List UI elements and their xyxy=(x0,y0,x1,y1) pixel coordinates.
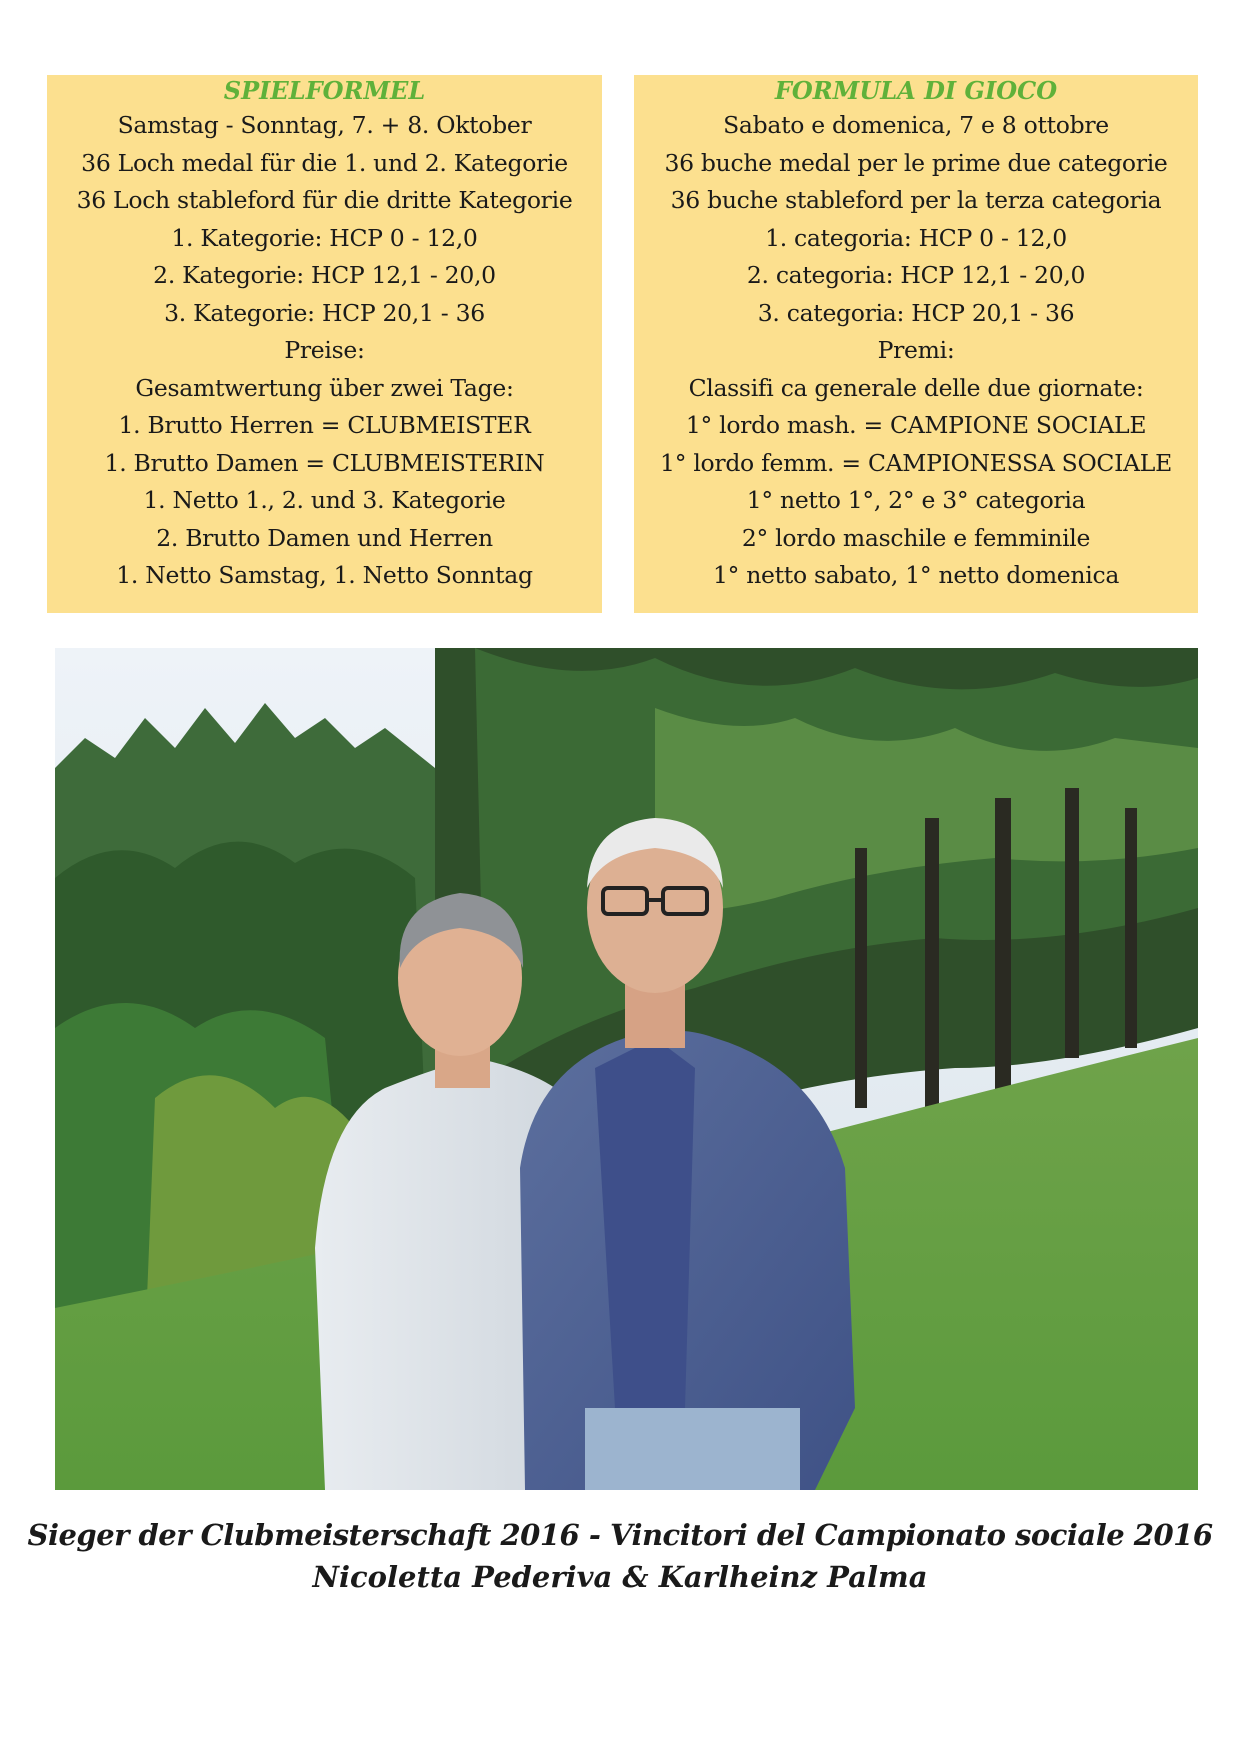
german-line: 2. Brutto Damen und Herren xyxy=(156,523,493,552)
italian-line: 1° lordo femm. = CAMPIONESSA SOCIALE xyxy=(660,448,1172,477)
german-line: 1. Netto Samstag, 1. Netto Sonntag xyxy=(116,561,533,589)
german-info-box xyxy=(47,75,602,613)
german-line: 36 Loch medal für die 1. und 2. Kategorie xyxy=(81,148,568,177)
italian-lines xyxy=(634,107,1198,595)
italian-heading: FORMULA DI GIOCO xyxy=(774,76,1058,105)
caption-line-2: Nicoletta Pederiva & Karlheinz Palma xyxy=(312,1560,928,1594)
caption-line-1: Sieger der Clubmeisterschaft 2016 - Vincitori del Campionato sociale 2016 xyxy=(27,1518,1213,1552)
italian-line: 3. categoria: HCP 20,1 - 36 xyxy=(757,298,1075,327)
winners-photo xyxy=(55,648,1198,1490)
italian-line: 2° lordo maschile e femminile xyxy=(741,523,1091,552)
german-line: 1. Brutto Damen = CLUBMEISTERIN xyxy=(104,448,545,477)
italian-line: Classifi ca generale delle due giornate: xyxy=(688,373,1144,402)
german-line: 1. Brutto Herren = CLUBMEISTER xyxy=(118,411,531,439)
german-lines xyxy=(47,107,602,595)
german-line: 1. Kategorie: HCP 0 - 12,0 xyxy=(171,223,478,252)
italian-line: 36 buche medal per le prime due categorie xyxy=(664,148,1168,177)
italian-line: Premi: xyxy=(877,336,955,364)
german-heading: SPIELFORMEL xyxy=(223,76,426,105)
italian-line: 2. categoria: HCP 12,1 - 20,0 xyxy=(746,261,1086,289)
italian-info-box xyxy=(634,75,1198,613)
german-line: Gesamtwertung über zwei Tage: xyxy=(135,373,514,402)
italian-line: Sabato e domenica, 7 e 8 ottobre xyxy=(723,111,1109,139)
italian-line: 1° netto 1°, 2° e 3° categoria xyxy=(746,486,1086,514)
italian-line: 1° netto sabato, 1° netto domenica xyxy=(712,561,1120,589)
german-line: 3. Kategorie: HCP 20,1 - 36 xyxy=(164,298,485,327)
german-line: Samstag - Sonntag, 7. + 8. Oktober xyxy=(117,111,532,139)
italian-line: 1. categoria: HCP 0 - 12,0 xyxy=(765,223,1067,252)
italian-line: 1° lordo mash. = CAMPIONE SOCIALE xyxy=(685,411,1147,439)
german-line: 36 Loch stableford für die dritte Kategorie xyxy=(76,186,573,214)
italian-line: 36 buche stableford per la terza categoria xyxy=(670,186,1162,214)
german-line: Preise: xyxy=(284,336,365,364)
german-line: 1. Netto 1., 2. und 3. Kategorie xyxy=(143,486,506,514)
german-line: 2. Kategorie: HCP 12,1 - 20,0 xyxy=(153,261,496,289)
